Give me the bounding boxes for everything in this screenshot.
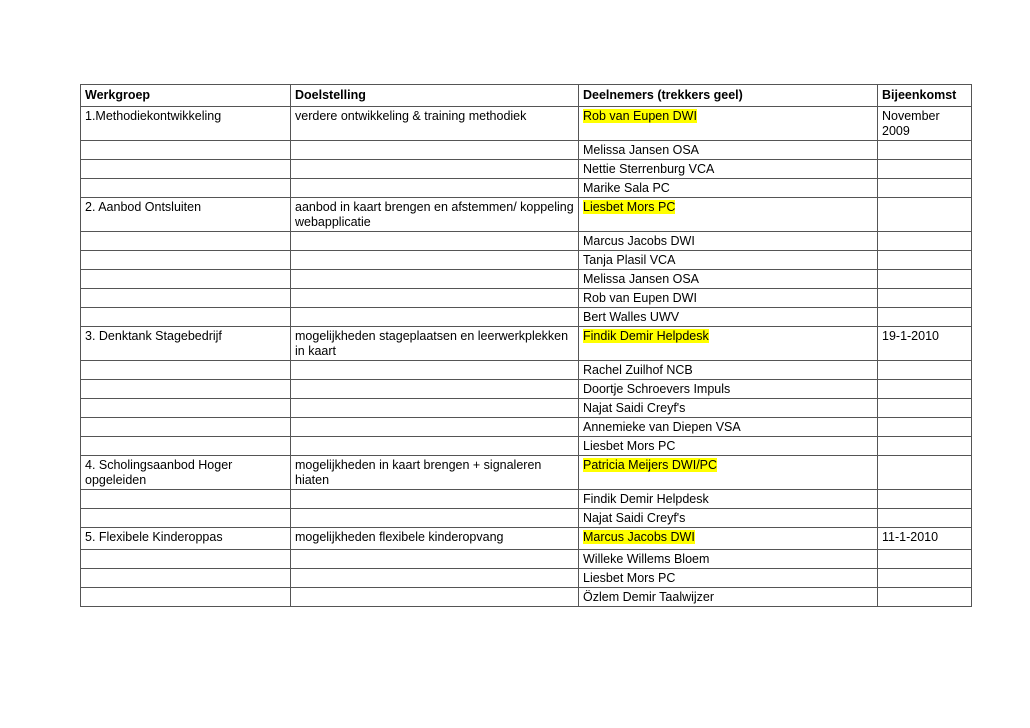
cell-bijeenkomst: November 2009 [878, 107, 972, 141]
table-row [81, 528, 972, 550]
header-bijeenkomst: Bijeenkomst [878, 85, 972, 107]
cell-werkgroep [81, 418, 291, 437]
cell-werkgroep [81, 308, 291, 327]
cell-bijeenkomst [878, 141, 972, 160]
cell-werkgroep [81, 289, 291, 308]
table-row [81, 107, 972, 141]
table-row [81, 308, 972, 327]
table-row [81, 380, 972, 399]
participant-name: Melissa Jansen OSA [583, 143, 700, 157]
cell-bijeenkomst [878, 308, 972, 327]
cell-deelnemer [579, 160, 878, 179]
participant-name: Marcus Jacobs DWI [583, 234, 695, 248]
cell-werkgroep [81, 160, 291, 179]
table-row [81, 509, 972, 528]
participant-name: Findik Demir Helpdesk [583, 492, 709, 506]
table-row [81, 141, 972, 160]
cell-deelnemer [579, 380, 878, 399]
cell-bijeenkomst [878, 418, 972, 437]
cell-deelnemer [579, 437, 878, 456]
cell-werkgroep [81, 361, 291, 380]
cell-doelstelling [291, 270, 579, 289]
trekker-name: Liesbet Mors PC [583, 200, 676, 214]
participant-name: Liesbet Mors PC [583, 439, 676, 453]
table-row [81, 418, 972, 437]
cell-doelstelling: verdere ontwikkeling & training methodiek [291, 107, 579, 141]
table-row [81, 160, 972, 179]
cell-deelnemer [579, 179, 878, 198]
cell-doelstelling [291, 308, 579, 327]
table-row [81, 327, 972, 361]
cell-deelnemer [579, 232, 878, 251]
cell-deelnemer [579, 327, 878, 361]
cell-deelnemer [579, 141, 878, 160]
table-row [81, 399, 972, 418]
cell-werkgroep: 1.Methodiekontwikkeling [81, 107, 291, 141]
trekker-name: Rob van Eupen DWI [583, 109, 697, 123]
participant-name: Annemieke van Diepen VSA [583, 420, 741, 434]
table-row [81, 232, 972, 251]
header-doelstelling: Doelstelling [291, 85, 579, 107]
cell-bijeenkomst [878, 588, 972, 607]
cell-bijeenkomst [878, 179, 972, 198]
cell-deelnemer [579, 550, 878, 569]
cell-werkgroep: 3. Denktank Stagebedrijf [81, 327, 291, 361]
cell-werkgroep [81, 569, 291, 588]
cell-deelnemer [579, 399, 878, 418]
cell-doelstelling [291, 509, 579, 528]
cell-deelnemer [579, 569, 878, 588]
cell-werkgroep [81, 380, 291, 399]
table-row [81, 179, 972, 198]
participant-name: Özlem Demir Taalwijzer [583, 590, 715, 604]
participant-name: Willeke Willems Bloem [583, 552, 710, 566]
cell-bijeenkomst [878, 569, 972, 588]
cell-doelstelling [291, 361, 579, 380]
cell-werkgroep [81, 588, 291, 607]
cell-doelstelling [291, 399, 579, 418]
cell-doelstelling [291, 289, 579, 308]
cell-doelstelling: aanbod in kaart brengen en afstemmen/ koppeling webapplicatie [291, 198, 579, 232]
cell-bijeenkomst [878, 232, 972, 251]
cell-werkgroep [81, 399, 291, 418]
header-row [81, 85, 972, 107]
cell-werkgroep [81, 550, 291, 569]
table-row [81, 270, 972, 289]
table-row [81, 456, 972, 490]
cell-deelnemer [579, 289, 878, 308]
table-row [81, 361, 972, 380]
table-row [81, 198, 972, 232]
cell-doelstelling [291, 141, 579, 160]
cell-werkgroep: 2. Aanbod Ontsluiten [81, 198, 291, 232]
participant-name: Rachel Zuilhof NCB [583, 363, 693, 377]
cell-bijeenkomst: 11-1-2010 [878, 528, 972, 550]
trekker-name: Marcus Jacobs DWI [583, 530, 695, 544]
participant-name: Bert Walles UWV [583, 310, 680, 324]
cell-bijeenkomst [878, 399, 972, 418]
cell-bijeenkomst [878, 456, 972, 490]
cell-deelnemer [579, 418, 878, 437]
cell-doelstelling [291, 232, 579, 251]
cell-deelnemer [579, 509, 878, 528]
cell-bijeenkomst [878, 380, 972, 399]
cell-deelnemer [579, 456, 878, 490]
cell-werkgroep [81, 490, 291, 509]
cell-bijeenkomst [878, 490, 972, 509]
header-deelnemers: Deelnemers (trekkers geel) [579, 85, 878, 107]
cell-doelstelling [291, 380, 579, 399]
cell-doelstelling [291, 588, 579, 607]
cell-bijeenkomst: 19-1-2010 [878, 327, 972, 361]
cell-bijeenkomst [878, 198, 972, 232]
cell-deelnemer [579, 270, 878, 289]
participant-name: Tanja Plasil VCA [583, 253, 676, 267]
cell-doelstelling [291, 550, 579, 569]
participant-name: Nettie Sterrenburg VCA [583, 162, 715, 176]
cell-bijeenkomst [878, 509, 972, 528]
cell-doelstelling [291, 418, 579, 437]
cell-bijeenkomst [878, 289, 972, 308]
cell-doelstelling: mogelijkheden stageplaatsen en leerwerkplekken in kaart [291, 327, 579, 361]
cell-doelstelling [291, 490, 579, 509]
cell-deelnemer [579, 528, 878, 550]
trekker-name: Patricia Meijers DWI/PC [583, 458, 718, 472]
cell-doelstelling [291, 179, 579, 198]
cell-werkgroep [81, 179, 291, 198]
trekker-name: Findik Demir Helpdesk [583, 329, 709, 343]
cell-werkgroep: 5. Flexibele Kinderoppas [81, 528, 291, 550]
cell-deelnemer [579, 490, 878, 509]
cell-doelstelling [291, 251, 579, 270]
cell-werkgroep [81, 437, 291, 456]
participant-name: Najat Saidi Creyf's [583, 511, 686, 525]
cell-deelnemer [579, 361, 878, 380]
cell-doelstelling [291, 437, 579, 456]
cell-doelstelling: mogelijkheden in kaart brengen + signaleren hiaten [291, 456, 579, 490]
cell-doelstelling: mogelijkheden flexibele kinderopvang [291, 528, 579, 550]
cell-deelnemer [579, 588, 878, 607]
cell-werkgroep: 4. Scholingsaanbod Hoger opgeleiden [81, 456, 291, 490]
table-row [81, 550, 972, 569]
table-row [81, 289, 972, 308]
table-body [81, 107, 972, 607]
header-werkgroep: Werkgroep [81, 85, 291, 107]
participant-name: Rob van Eupen DWI [583, 291, 697, 305]
table-row [81, 569, 972, 588]
cell-werkgroep [81, 270, 291, 289]
participant-name: Liesbet Mors PC [583, 571, 676, 585]
table-row [81, 437, 972, 456]
participant-name: Marike Sala PC [583, 181, 670, 195]
cell-deelnemer [579, 198, 878, 232]
cell-bijeenkomst [878, 361, 972, 380]
table-row [81, 490, 972, 509]
cell-deelnemer [579, 107, 878, 141]
cell-bijeenkomst [878, 270, 972, 289]
cell-deelnemer [579, 251, 878, 270]
cell-werkgroep [81, 141, 291, 160]
cell-doelstelling [291, 160, 579, 179]
table-row [81, 588, 972, 607]
cell-doelstelling [291, 569, 579, 588]
participant-name: Melissa Jansen OSA [583, 272, 700, 286]
cell-bijeenkomst [878, 550, 972, 569]
participant-name: Najat Saidi Creyf's [583, 401, 686, 415]
cell-bijeenkomst [878, 160, 972, 179]
werkgroepen-table [80, 84, 972, 607]
cell-deelnemer [579, 308, 878, 327]
cell-werkgroep [81, 509, 291, 528]
table-row [81, 251, 972, 270]
cell-werkgroep [81, 251, 291, 270]
cell-werkgroep [81, 232, 291, 251]
cell-bijeenkomst [878, 437, 972, 456]
participant-name: Doortje Schroevers Impuls [583, 382, 731, 396]
cell-bijeenkomst [878, 251, 972, 270]
